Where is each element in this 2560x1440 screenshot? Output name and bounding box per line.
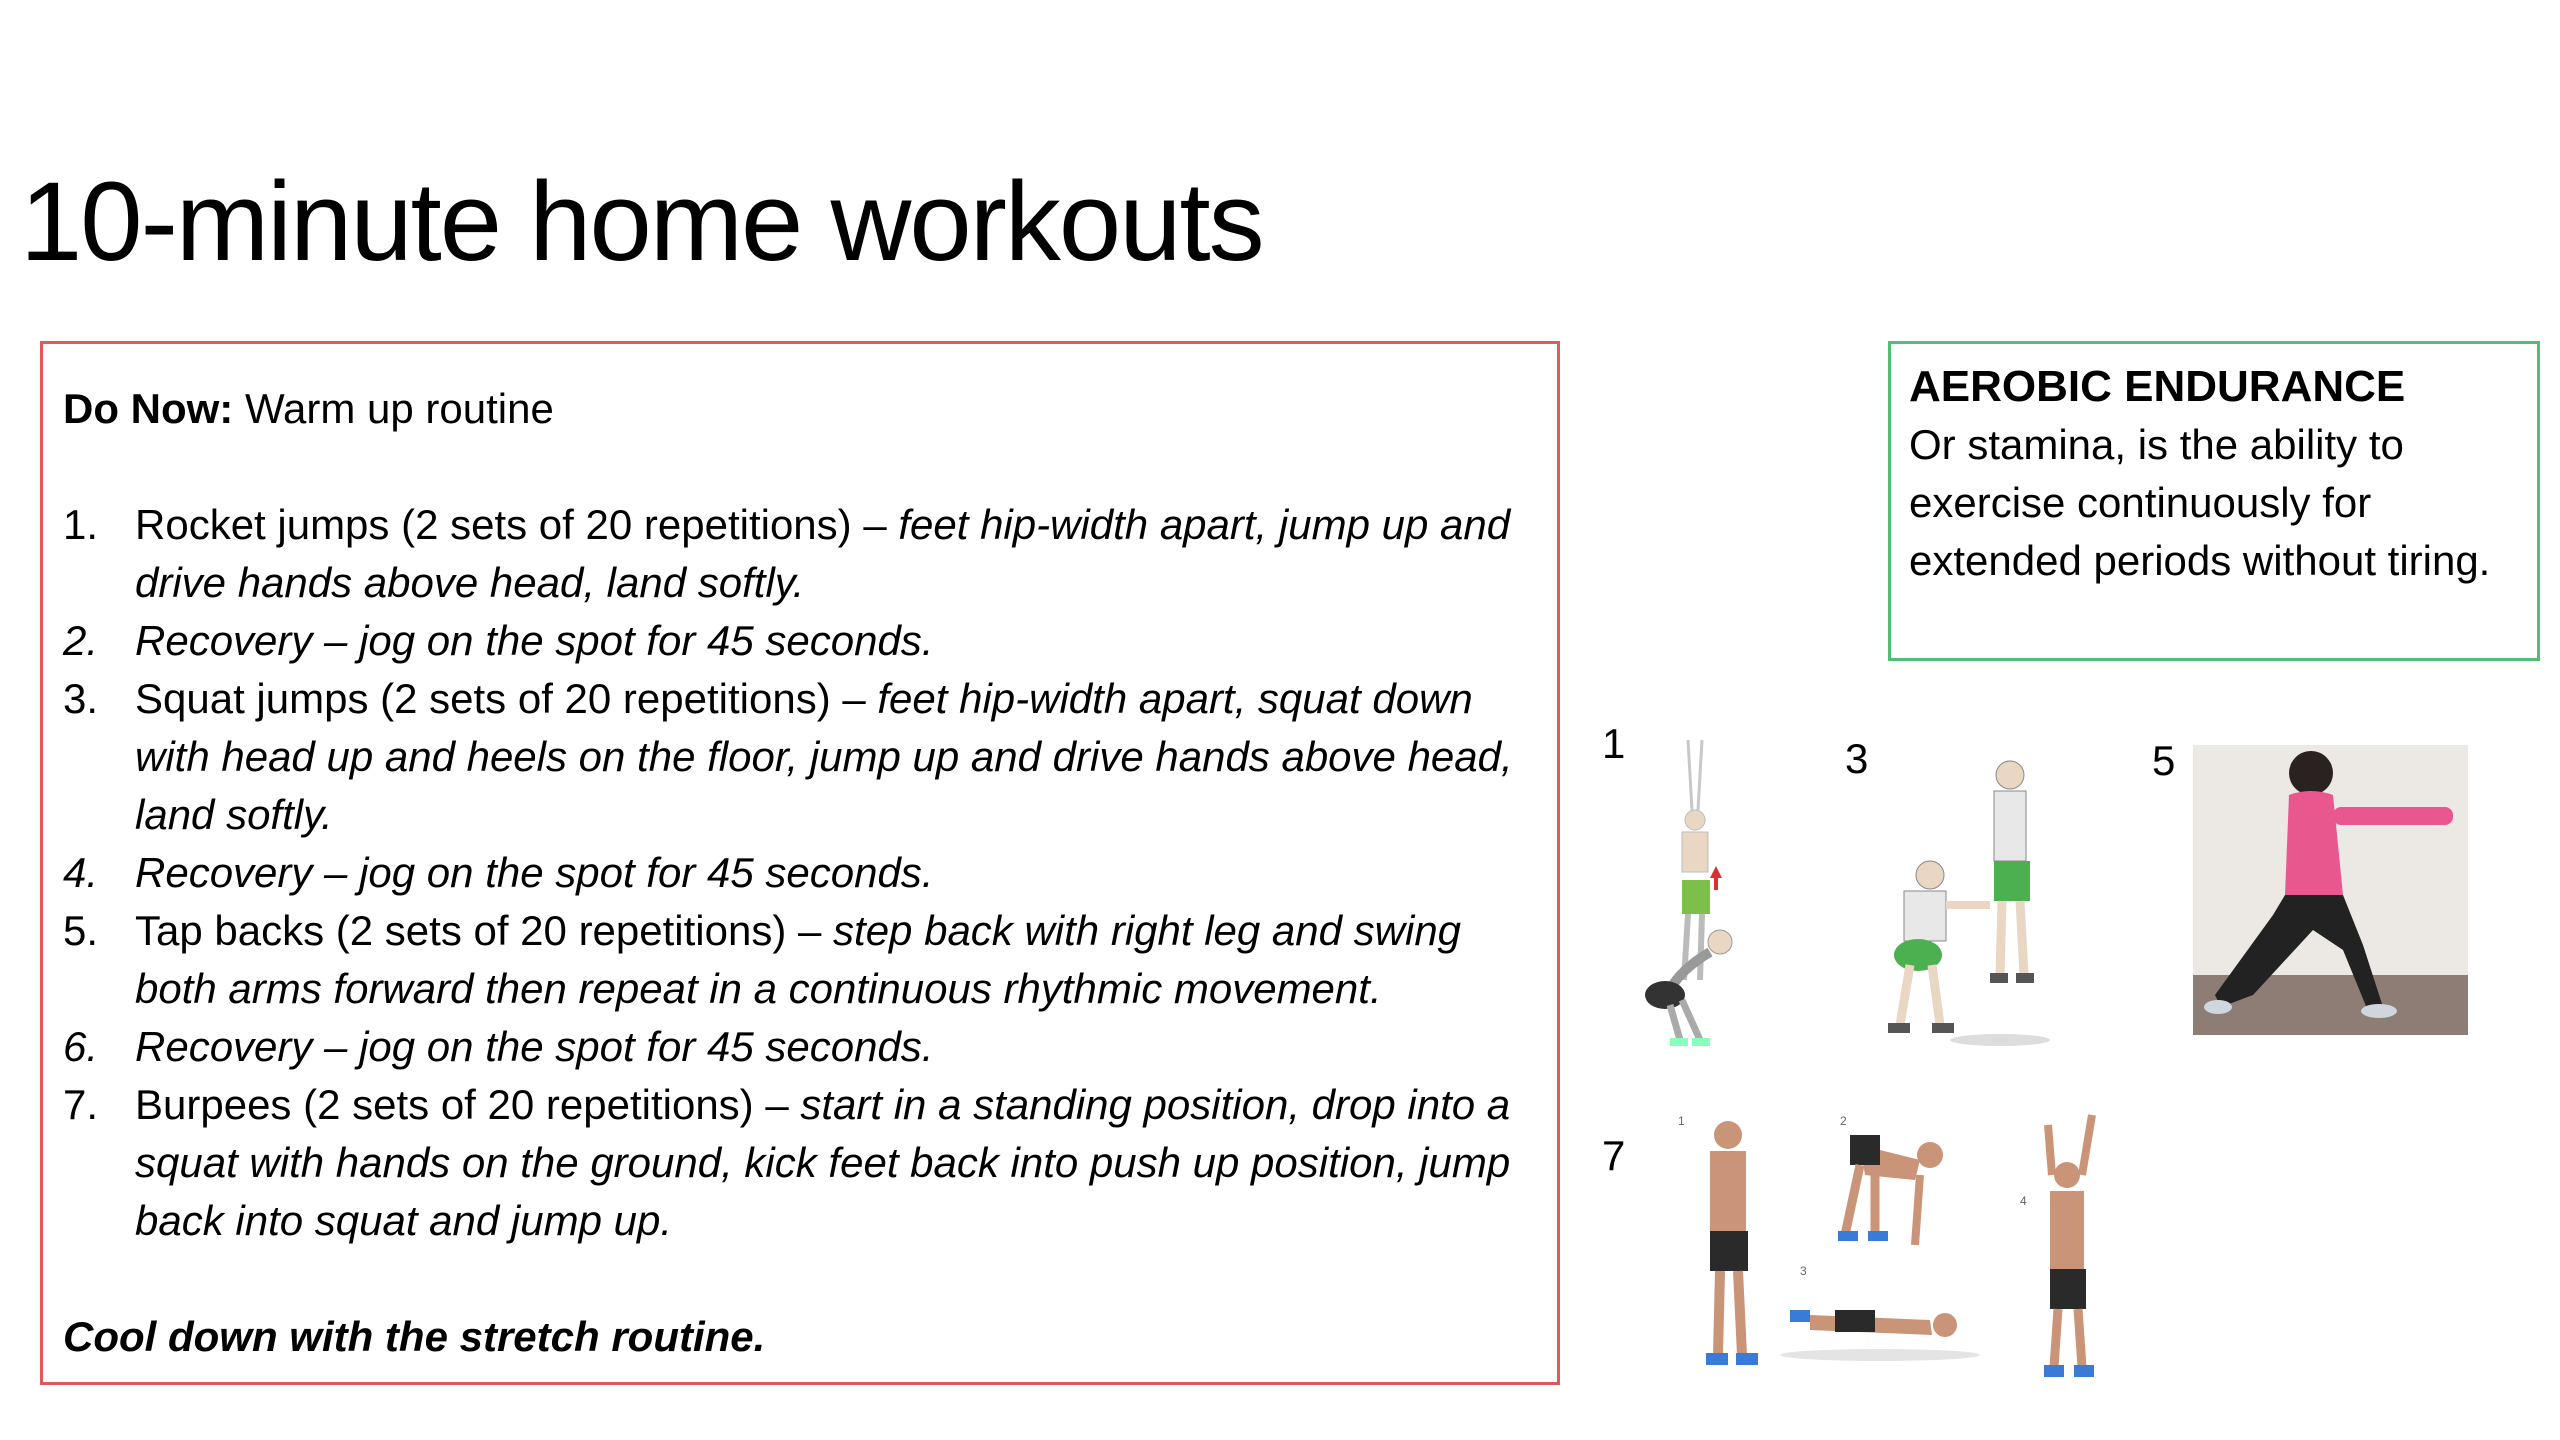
step-description: feet hip-width apart, squat down with head up and heels on the floor, jump up and drive hands above head, land softly. (135, 675, 1513, 838)
warmup-routine-box (40, 341, 1560, 1385)
tap-back-photo (2193, 745, 2468, 1035)
step-number: 4. (63, 849, 99, 896)
aerobic-title: AEROBIC ENDURANCE (1909, 362, 2406, 411)
step-description: feet hip-width apart, jump up and drive hands above head, land softly. (135, 501, 1511, 606)
list-item (63, 670, 1537, 844)
do-now-line (63, 380, 1537, 438)
step-number: 7. (63, 1081, 99, 1128)
page-title: 10-minute home workouts (20, 159, 1263, 284)
step-number: 1. (63, 501, 99, 548)
exercise-list (63, 496, 1537, 1250)
step-number: 6. (63, 1023, 99, 1070)
step-description: start in a standing position, drop into a squat with hands on the ground, kick feet back into push up position, jump back into squat and jump up. (135, 1081, 1511, 1244)
step-main: Burpees (2 sets of 20 repetitions) – (135, 1081, 801, 1128)
do-now-label: Do Now: (63, 385, 234, 432)
step-main: Tap backs (2 sets of 20 repetitions) – (135, 907, 834, 954)
burpee-step-1: 1 (1678, 1114, 1685, 1128)
burpee-step-3: 3 (1800, 1264, 1807, 1278)
aerobic-definition: Or stamina, is the ability to exercise continuously for extended periods without tiring. (1909, 421, 2491, 584)
step-text (135, 902, 1537, 1018)
cool-down-note: Cool down with the stretch routine. (63, 1313, 766, 1360)
step-main: Rocket jumps (2 sets of 20 repetitions) – (135, 501, 899, 548)
list-item (63, 902, 1537, 1018)
step-description: step back with right leg and swing both arms forward then repeat in a continuous rhythmic movement. (135, 907, 1462, 1012)
rocket-jump-illustration (1640, 720, 1760, 1060)
image-label-1: 1 (1602, 720, 1626, 767)
list-item (63, 612, 1537, 670)
image-label-7: 7 (1602, 1132, 1626, 1179)
step-text (135, 670, 1537, 844)
do-now-text: Warm up routine (233, 385, 554, 432)
step-number: 2. (63, 617, 99, 664)
burpee-step-4: 4 (2020, 1194, 2027, 1208)
image-label-3: 3 (1845, 735, 1869, 782)
list-item (63, 844, 1537, 902)
step-text (135, 496, 1537, 612)
step-number: 5. (63, 907, 99, 954)
list-item (63, 496, 1537, 612)
burpees-illustration (1670, 1105, 2110, 1395)
list-item (63, 1018, 1537, 1076)
burpee-step-2: 2 (1840, 1114, 1847, 1128)
aerobic-endurance-box (1888, 341, 2540, 661)
step-main: Squat jumps (2 sets of 20 repetitions) – (135, 675, 878, 722)
list-item (63, 1076, 1537, 1250)
step-text (135, 1076, 1537, 1250)
step-text: Recovery – jog on the spot for 45 seconds. (135, 849, 934, 896)
step-text: Recovery – jog on the spot for 45 seconds. (135, 617, 934, 664)
squat-jump-illustration (1860, 755, 2060, 1055)
step-text: Recovery – jog on the spot for 45 seconds. (135, 1023, 934, 1070)
image-label-5: 5 (2152, 737, 2176, 784)
step-number: 3. (63, 675, 99, 722)
